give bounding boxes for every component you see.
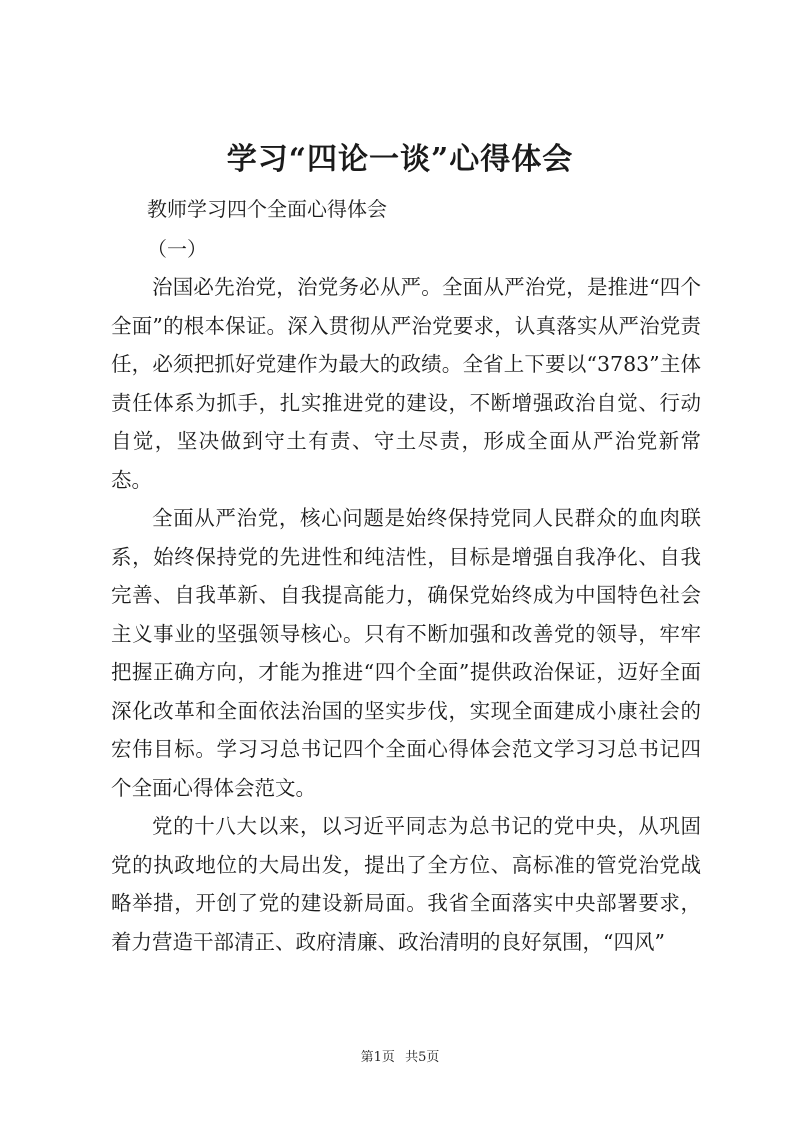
section-marker: （一）	[147, 237, 207, 261]
page-number: 第1页	[360, 1050, 395, 1065]
document-subtitle: 教师学习四个全面心得体会	[147, 197, 387, 221]
page-total: 共5页	[405, 1050, 440, 1065]
paragraph-1: 治国必先治党，治党务必从严。全面从严治党，是推进“四个全面”的根本保证。深入贯彻从严治党要求，认真落实从严治党责任，必须把抓好党建作为最大的政绩。全省上下要以“3783”主体责任体系为抓手，扎实推进党的建设，不断增强政治自觉、行动自觉，坚决做到守土有责、守土尽责，形成全面从严治党新常态。	[111, 275, 701, 492]
paragraph-2: 全面从严治党，核心问题是始终保持党同人民群众的血肉联系，始终保持党的先进性和纯洁性，目标是增强自我净化、自我完善、自我革新、自我提高能力，确保党始终成为中国特色社会主义事业的坚强领导核心。只有不断加强和改善党的领导，牢牢把握正确方向，才能为推进“四个全面”提供政治保证，迈好全面深化改革和全面依法治国的坚实步伐，实现全面建成小康社会的宏伟目标。学习习总书记四个全面心得体会范文学习习总书记四个全面心得体会范文。	[111, 506, 701, 800]
page-footer	[0, 1048, 800, 1068]
document-body	[111, 268, 701, 961]
document-title: 学习“四论一谈”心得体会	[226, 142, 574, 177]
paragraph-3: 党的十八大以来，以习近平同志为总书记的党中央，从巩固党的执政地位的大局出发，提出了全方位、高标准的管党治党战略举措，开创了党的建设新局面。我省全面落实中央部署要求，着力营造干部清正、政府清廉、政治清明的良好氛围，“四风”	[111, 814, 701, 954]
